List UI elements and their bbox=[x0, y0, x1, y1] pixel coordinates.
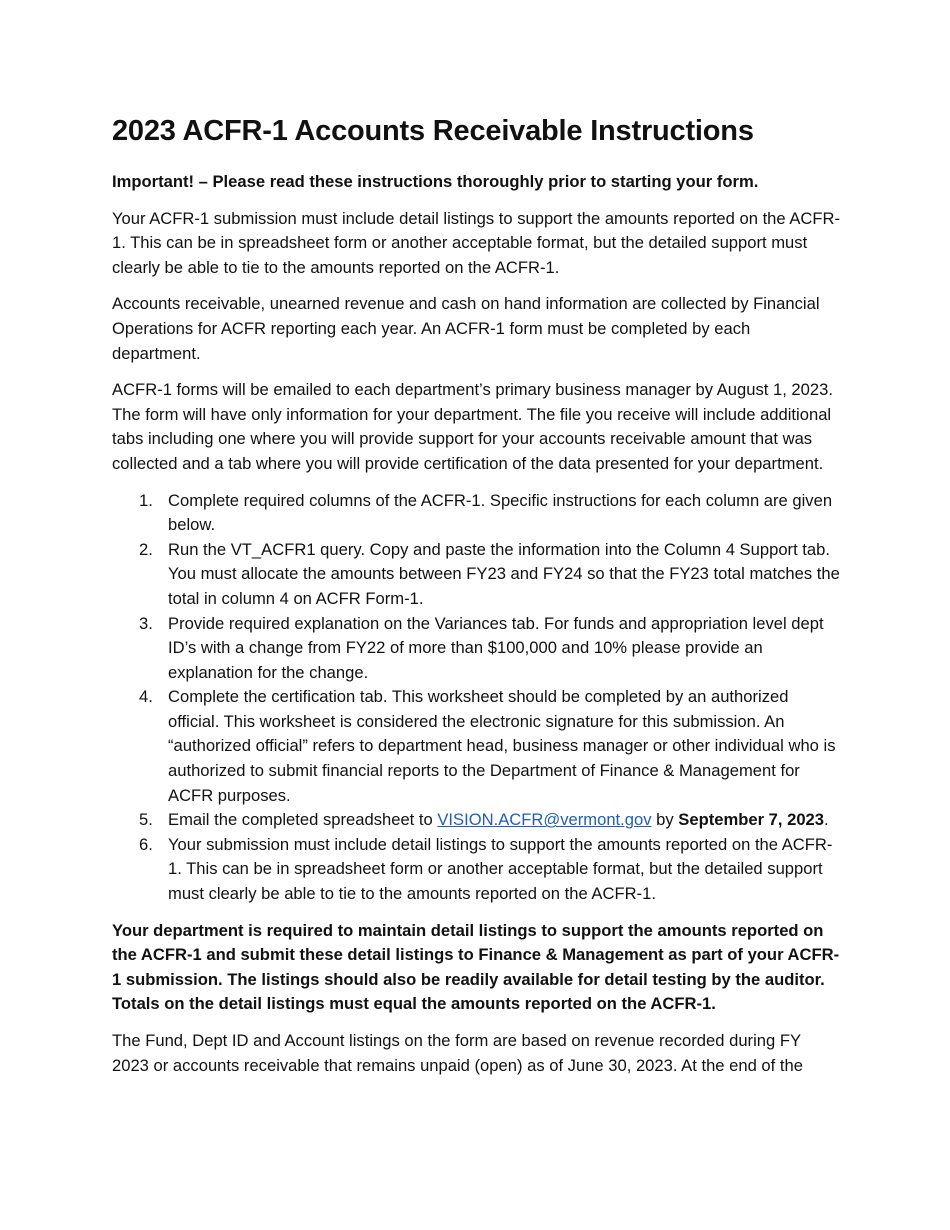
step-number: 6. bbox=[139, 834, 153, 854]
step-text: Complete the certification tab. This worksheet should be completed by an authorized official. This worksheet is considered the electronic signature for this submission. An “authorized official” refers to department head, business manager or other individual who is authorized to submit financial reports to the Department of Finance & Management for ACFR purposes. bbox=[168, 687, 836, 805]
step-item bbox=[112, 538, 842, 612]
step-item bbox=[112, 685, 842, 808]
collection-paragraph: Accounts receivable, unearned revenue and cash on hand information are collected by Financial Operations for ACFR reporting each year. An ACFR-1 form must be completed by each department. bbox=[112, 294, 820, 363]
bold-requirement-notice: Your department is required to maintain detail listings to support the amounts reported on the ACFR-1 and submit these detail listings to Finance & Management as part of your ACFR-1 submission. The listings should also be readily available for detail testing by the auditor. Totals on the detail listings must equal the amounts reported on the ACFR-1. bbox=[112, 920, 840, 1014]
step-text: Run the VT_ACFR1 query. Copy and paste the information into the Column 4 Support tab. You must allocate the amounts between FY23 and FY24 so that the FY23 total matches the total in column 4 on ACFR Form-1. bbox=[168, 539, 840, 608]
step-item bbox=[112, 612, 842, 686]
step-text: Complete required columns of the ACFR-1. Specific instructions for each column are given below. bbox=[168, 490, 833, 535]
distribution-paragraph: ACFR-1 forms will be emailed to each department’s primary business manager by August 1, 2023. The form will have only information for your department. The file you receive will include additional tabs including one where you will provide support for your accounts receivable amount that was collected and a tab where you will provide certification of the data presented for your department. bbox=[112, 380, 833, 473]
step-number: 5. bbox=[139, 810, 153, 830]
email-link[interactable]: VISION.ACFR@vermont.gov bbox=[437, 810, 652, 830]
step-text: Your submission must include detail listings to support the amounts reported on the ACFR-1. This can be in spreadsheet form or another acceptable format, but the detailed support must clearly be able to tie to the amounts reported on the ACFR-1. bbox=[168, 834, 833, 904]
intro-paragraph: Your ACFR-1 submission must include detail listings to support the amounts reported on the ACFR-1. This can be in spreadsheet form or another acceptable format, but the detailed support must clearly be able to tie to the amounts reported on the ACFR-1. bbox=[112, 208, 841, 277]
document-page bbox=[112, 112, 842, 1090]
due-date: September 7, 2023 bbox=[678, 810, 825, 830]
important-notice: Important! – Please read these instructions thoroughly prior to starting your form. bbox=[112, 172, 759, 191]
instruction-steps bbox=[112, 489, 842, 907]
step-text-middle: by bbox=[651, 810, 679, 830]
listing-paragraph: The Fund, Dept ID and Account listings on the form are based on revenue recorded during FY 2023 or accounts receivable that remains unpaid (open) as of June 30, 2023. At the end of the bbox=[112, 1031, 803, 1075]
step-number: 3. bbox=[139, 613, 153, 633]
step-item bbox=[112, 833, 842, 907]
step-text: Provide required explanation on the Variances tab. For funds and appropriation level dept ID’s with a change from FY22 of more than $100,000 and 10% please provide an explanation for the change. bbox=[168, 613, 824, 682]
step-number: 1. bbox=[139, 490, 153, 510]
step-number: 2. bbox=[139, 539, 153, 559]
step-number: 4. bbox=[139, 687, 153, 707]
step-text-prefix: Email the completed spreadsheet to bbox=[168, 810, 438, 830]
step-item bbox=[112, 808, 842, 833]
page-title: 2023 ACFR-1 Accounts Receivable Instructions bbox=[112, 115, 754, 147]
step-text-suffix: . bbox=[824, 810, 829, 830]
step-item bbox=[112, 489, 842, 538]
